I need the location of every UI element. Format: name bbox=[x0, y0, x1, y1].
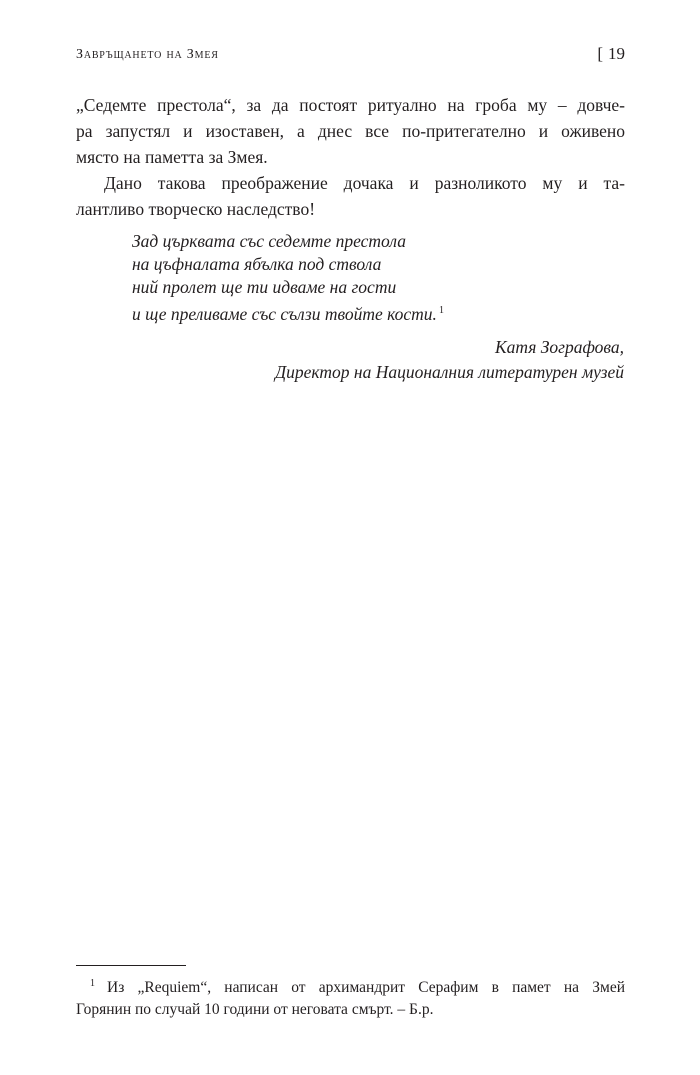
text-line: място на паметта за Змея. bbox=[76, 147, 268, 167]
footnote-line-text: Из „Requiem“, написан от архимандрит Серафим в памет на Змей bbox=[107, 979, 625, 996]
page-number-block bbox=[597, 44, 625, 64]
text-line: ра запустял и изоставен, а днес все по-притегателно и оживено bbox=[76, 121, 625, 141]
poem-line: ний пролет ще ти идваме на гости bbox=[132, 277, 397, 297]
page-bracket: [ bbox=[597, 44, 603, 63]
poem-line-last bbox=[132, 299, 444, 326]
footnote-rule bbox=[76, 965, 186, 966]
footnote-line bbox=[76, 973, 625, 999]
text-line: „Седемте престола“, за да постоят ритуално на гроба му – довче- bbox=[76, 95, 625, 115]
paragraph-2 bbox=[76, 170, 625, 222]
running-head bbox=[76, 44, 625, 68]
poem-epigraph bbox=[132, 230, 444, 326]
signature-block bbox=[275, 335, 624, 385]
text-line: Дано такова преображение дочака и разноликото му и та- bbox=[104, 173, 625, 193]
poem-line: на цъфналата ябълка под ствола bbox=[132, 254, 382, 274]
signature-name: Катя Зографова, bbox=[494, 337, 624, 357]
running-title: Завръщането на Змея bbox=[76, 47, 219, 62]
signature-title: Директор на Националния литературен музей bbox=[275, 362, 624, 382]
poem-line-text: и ще преливаме със сълзи твойте кости. bbox=[132, 304, 437, 324]
text-line: лантливо творческо наследство! bbox=[76, 199, 316, 219]
paragraph-1 bbox=[76, 92, 625, 170]
body-text bbox=[76, 92, 625, 222]
footnote-line: Горянин по случай 10 години от неговата смърт. – Б.р. bbox=[76, 1001, 434, 1018]
page-number: 19 bbox=[608, 44, 625, 63]
footnote-marker: 1 bbox=[90, 978, 95, 989]
poem-line: Зад църквата със седемте престола bbox=[132, 231, 406, 251]
footnote bbox=[76, 973, 625, 1021]
footnote-reference[interactable]: 1 bbox=[438, 305, 444, 316]
